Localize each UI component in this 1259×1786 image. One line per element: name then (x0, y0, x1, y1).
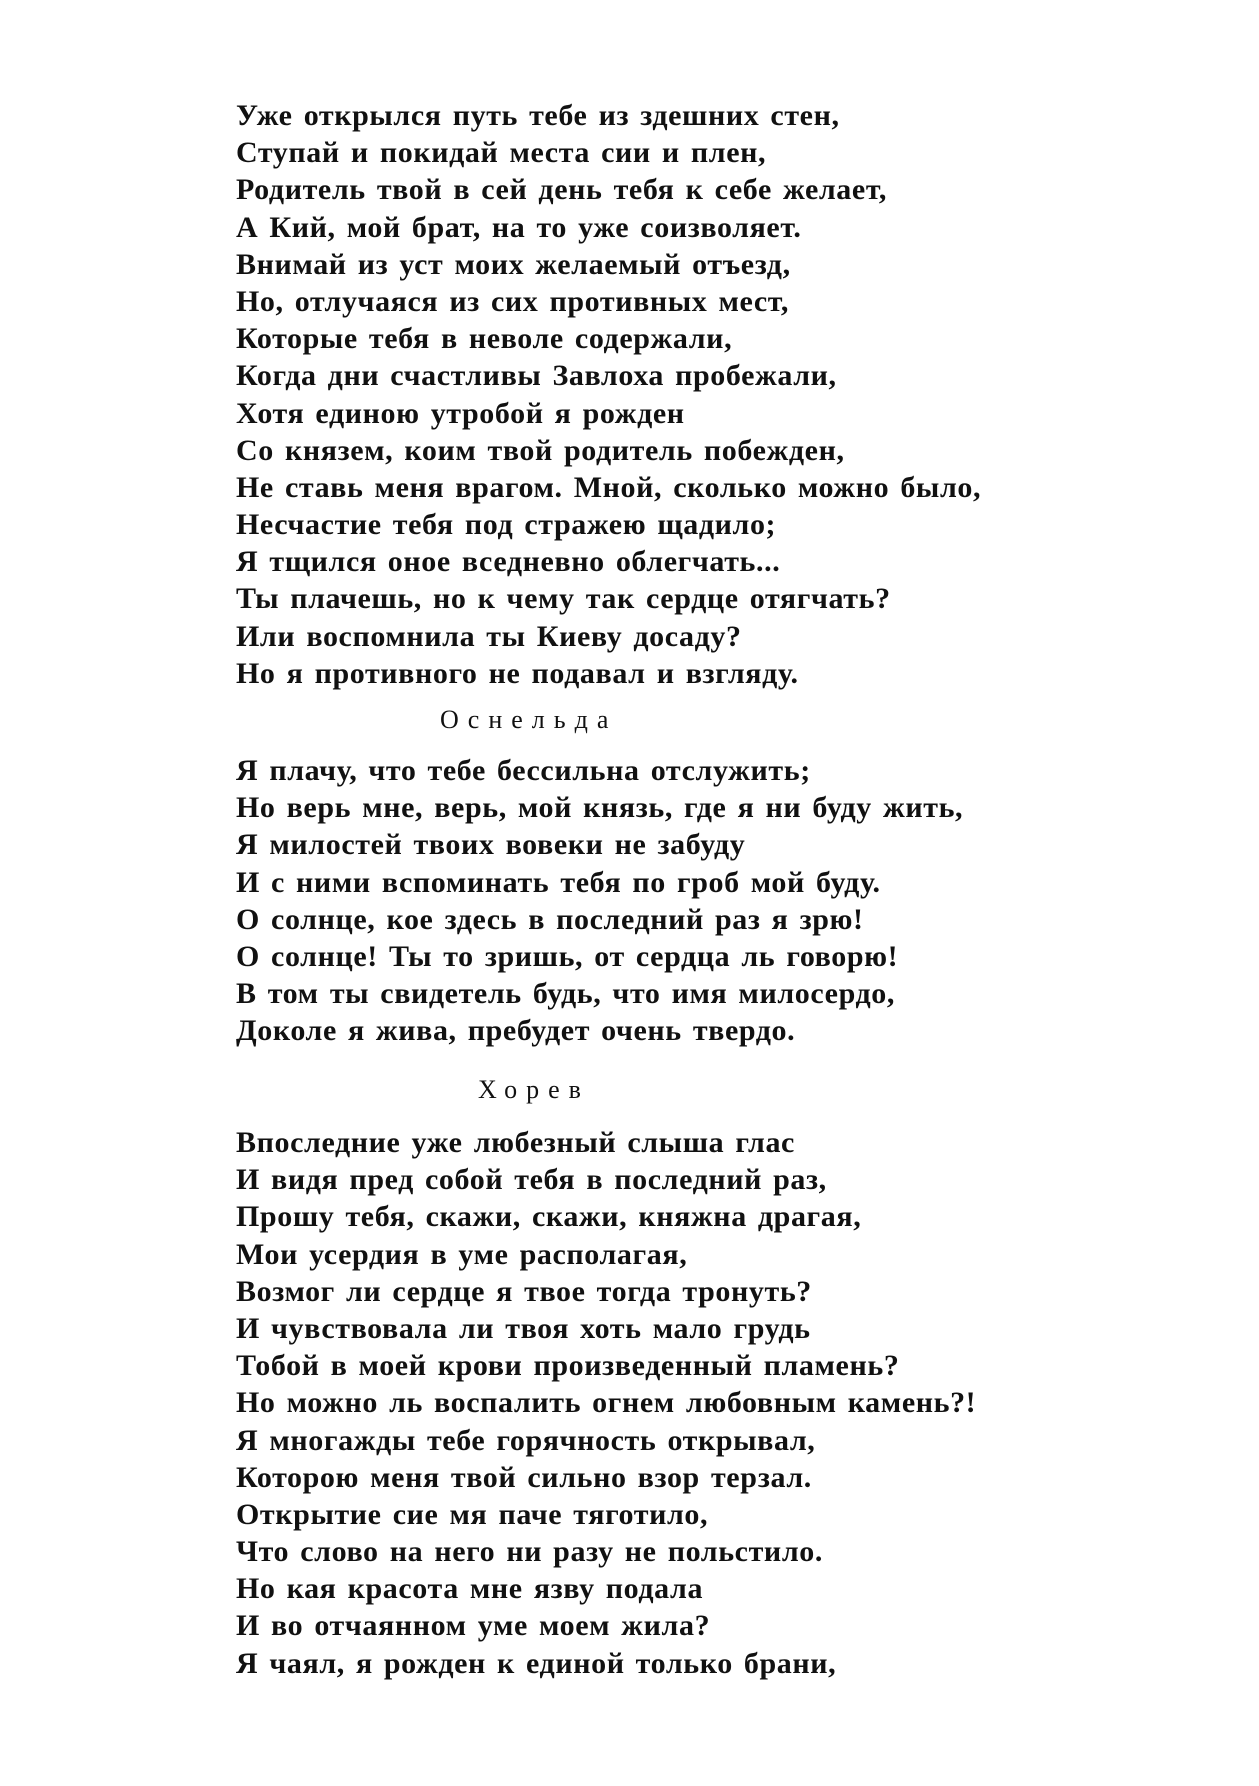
verse-line: О солнце! Ты то зришь, от сердца ль говорю! (236, 939, 899, 973)
verse-line: Не ставь меня врагом. Мной, сколько можно было, (236, 470, 982, 504)
verse-line: Внимай из уст моих желаемый отъезд, (236, 247, 791, 281)
verse-stanza (236, 752, 963, 1050)
verse-line: Но можно ль воспалить огнем любовным камень?! (236, 1386, 977, 1420)
verse-stanza (236, 1124, 976, 1682)
verse-line: И чувствовала ли твоя хоть мало грудь (236, 1311, 811, 1345)
verse-line: А Кий, мой брат, на то уже соизволяет. (236, 210, 802, 244)
verse-line: Или воспомнила ты Киеву досаду? (236, 619, 742, 653)
speaker-name: Оснельда (440, 705, 618, 734)
verse-line: Но верь мне, верь, мой князь, где я ни буду жить, (236, 791, 964, 825)
verse-line: Но, отлучаяся из сих противных мест, (236, 284, 789, 318)
verse-line: Тобой в моей крови произведенный пламень? (236, 1349, 900, 1383)
verse-line: Которые тебя в неволе содержали, (236, 322, 733, 356)
verse-line: В том ты свидетель будь, что имя милосердо, (236, 977, 895, 1011)
verse-line: И во отчаянном уме моем жила? (236, 1609, 711, 1643)
verse-line: Я плачу, что тебе бессильна отслужить; (236, 754, 811, 787)
verse-stanza (236, 97, 981, 692)
verse-line: Прошу тебя, скажи, скажи, княжна драгая, (236, 1200, 862, 1234)
verse-line: Я чаял, я рожден к единой только брани, (236, 1646, 837, 1680)
verse-line: Со князем, коим твой родитель побежден, (236, 433, 845, 467)
verse-line: Мои усердия в уме располагая, (236, 1237, 688, 1271)
verse-line: Родитель твой в сей день тебя к себе желает, (236, 173, 888, 207)
verse-line: Ты плачешь, но к чему так сердце отягчать? (236, 582, 891, 616)
verse-line: Ступай и покидай места сии и плен, (236, 136, 767, 170)
verse-line: Но я противного не подавал и взгляду. (236, 656, 799, 690)
verse-line: Возмог ли сердце я твое тогда тронуть? (236, 1274, 812, 1308)
verse-line: Что слово на него ни разу не польстило. (236, 1535, 823, 1569)
verse-line: Уже открылся путь тебе из здешних стен, (236, 99, 840, 132)
verse-line: Несчастие тебя под стражею щадило; (236, 508, 777, 542)
verse-line: Впоследние уже любезный слыша глас (236, 1126, 795, 1159)
verse-line: И с ними вспоминать тебя по гроб мой буду. (236, 865, 881, 899)
verse-line: Я милостей твоих вовеки не забуду (236, 828, 746, 862)
verse-line: Открытие сие мя паче тяготило, (236, 1497, 709, 1531)
verse-line: О солнце, кое здесь в последний раз я зрю! (236, 902, 864, 936)
verse-line: И видя пред собой тебя в последний раз, (236, 1163, 827, 1197)
speaker-name: Хорев (478, 1075, 590, 1104)
verse-line: Которою меня твой сильно взор терзал. (236, 1460, 812, 1494)
verse-line: Я тщился оное вседневно облегчать... (236, 545, 781, 579)
verse-line: Хотя единою утробой я рожден (236, 396, 685, 430)
verse-line: Но кая красота мне язву подала (236, 1572, 704, 1606)
verse-line: Когда дни счастливы Завлоха пробежали, (236, 359, 837, 393)
verse-line: Доколе я жива, пребудет очень твердо. (236, 1014, 796, 1048)
verse-line: Я многажды тебе горячность открывал, (236, 1423, 816, 1457)
